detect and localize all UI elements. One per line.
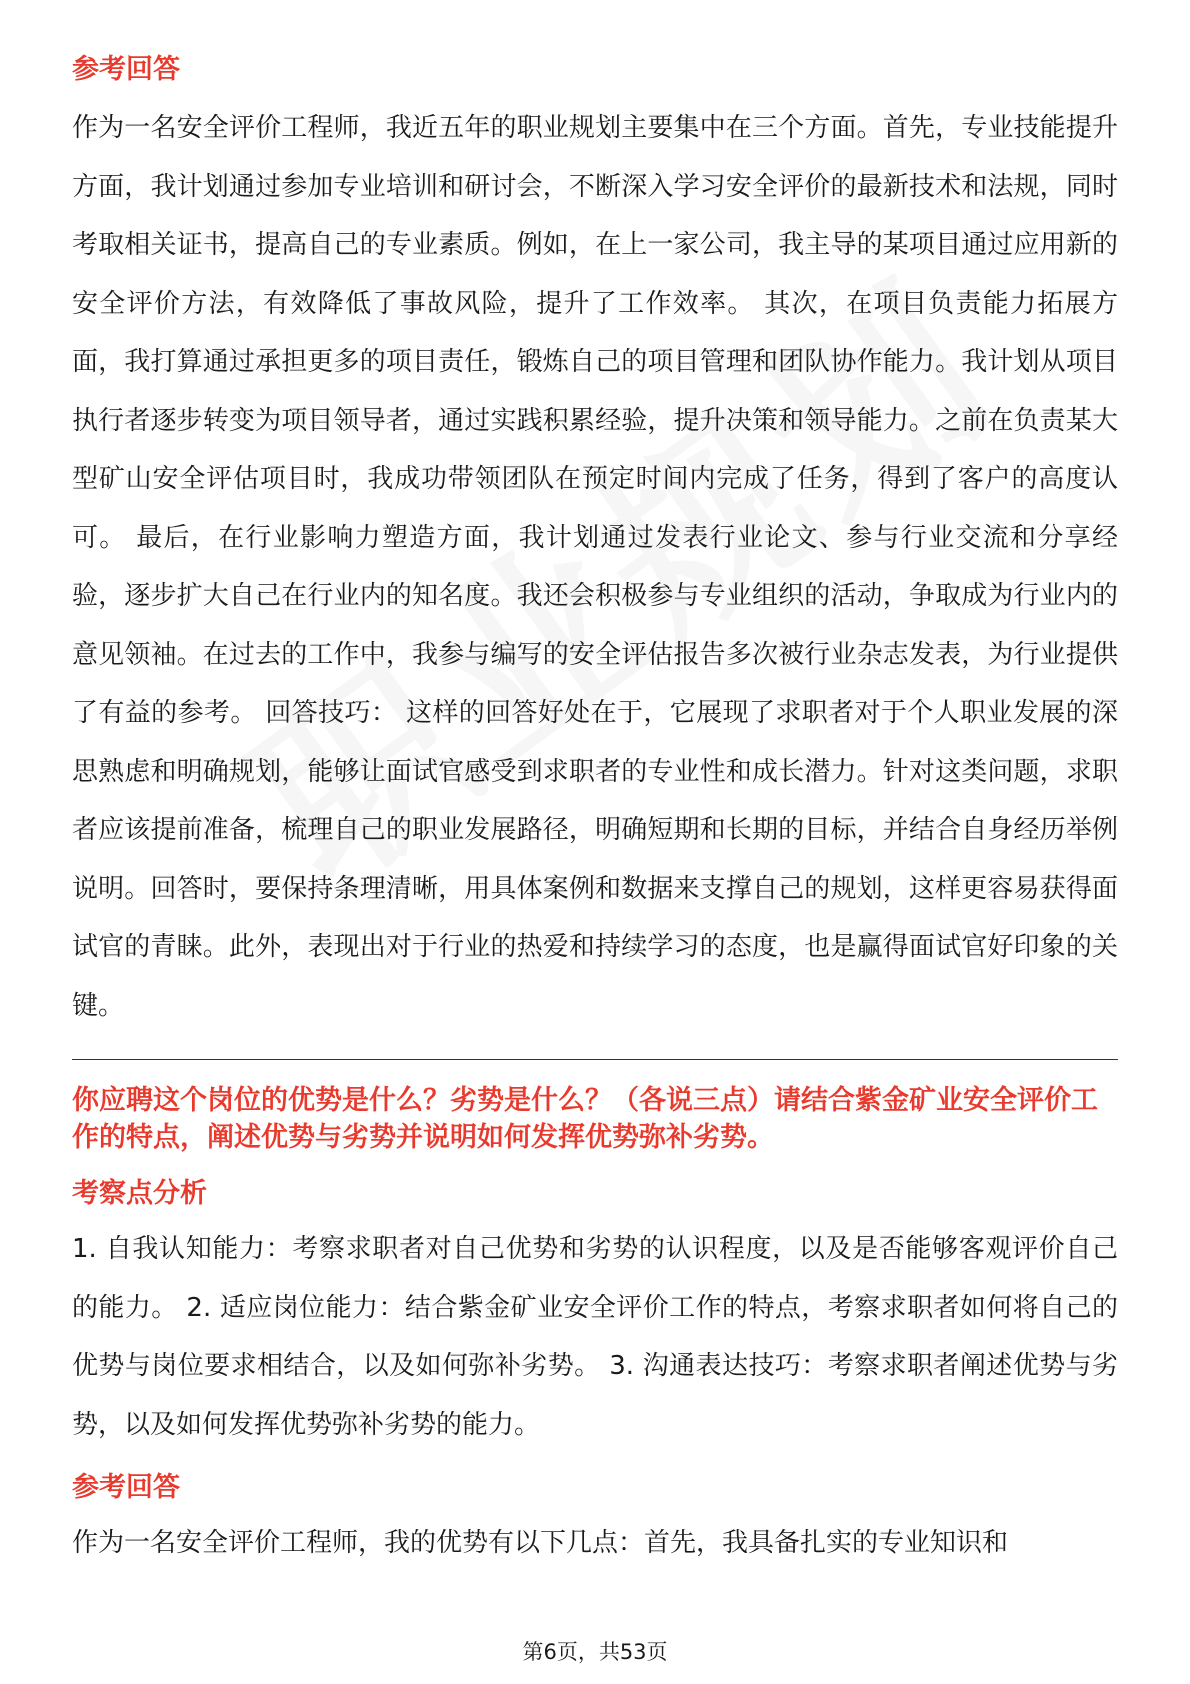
analysis-text: 1. 自我认知能力：考察求职者对自己优势和劣势的认识程度，以及是否能够客观评价自己的能力。 2. 适应岗位能力：结合紫金矿业安全评价工作的特点，考察求职者如何将自己的优势与岗位要求相结合，以及如何弥补劣势。 3. 沟通表达技巧：考察求职者阐述优势与劣势，以及如何发挥优势弥补劣势的能力。 (72, 1234, 1118, 1440)
question-text: 你应聘这个岗位的优势是什么？劣势是什么？（各说三点）请结合紫金矿业安全评价工作的特点，阐述优势与劣势并说明如何发挥优势弥补劣势。 (72, 1085, 1098, 1153)
reference-answer-text: 作为一名安全评价工程师，我近五年的职业规划主要集中在三个方面。首先，专业技能提升方面，我计划通过参加专业培训和研讨会，不断深入学习安全评价的最新技术和法规，同时考取相关证书，提高自己的专业素质。例如，在上一家公司，我主导的某项目通过应用新的安全评价方法，有效降低了事故风险，提升了工作效率。 其次，在项目负责能力拓展方面，我打算通过承担更多的项目责任，锻炼自己的项目管理和团队协作能力。我计划从项目执行者逐步转变为项目领导者，通过实践积累经验，提升决策和领导能力。之前在负责某大型矿山安全评估项目时，我成功带领团队在预定时间内完成了任务，得到了客户的高度认可。 最后，在行业影响力塑造方面，我计划通过发表行业论文、参与行业交流和分享经验，逐步扩大自己在行业内的知名度。我还会积极参与专业组织的活动，争取成为行业内的意见领袖。在过去的工作中，我参与编写的安全评估报告多次被行业杂志发表，为行业提供了有益的参考。 回答技巧： 这样的回答好处在于，它展现了求职者对于个人职业发展的深思熟虑和明确规划，能够让面试官感受到求职者的专业性和成长潜力。针对这类问题，求职者应该提前准备，梳理自己的职业发展路径，明确短期和长期的目标，并结合自身经历举例说明。回答时，要保持条理清晰，用具体案例和数据来支撑自己的规划，这样更容易获得面试官的青睐。此外，表现出对于行业的热爱和持续学习的态度，也是赢得面试官好印象的关键。 (72, 113, 1118, 1021)
answer-section-2 (72, 1468, 1118, 1573)
section-divider (72, 1059, 1118, 1060)
reference-answer-heading: 参考回答 (72, 1472, 180, 1503)
analysis-heading: 考察点分析 (72, 1178, 207, 1209)
reference-answer-heading: 参考回答 (72, 54, 180, 85)
reference-answer-text: 作为一名安全评价工程师，我的优势有以下几点：首先，我具备扎实的专业知识和 (72, 1528, 1009, 1558)
answer-section-1 (72, 50, 1118, 1035)
question-section-2 (72, 1082, 1118, 1156)
page-number: 第6页，共53页 (522, 1640, 668, 1664)
document-page (72, 50, 1118, 1573)
analysis-section-2 (72, 1174, 1118, 1454)
